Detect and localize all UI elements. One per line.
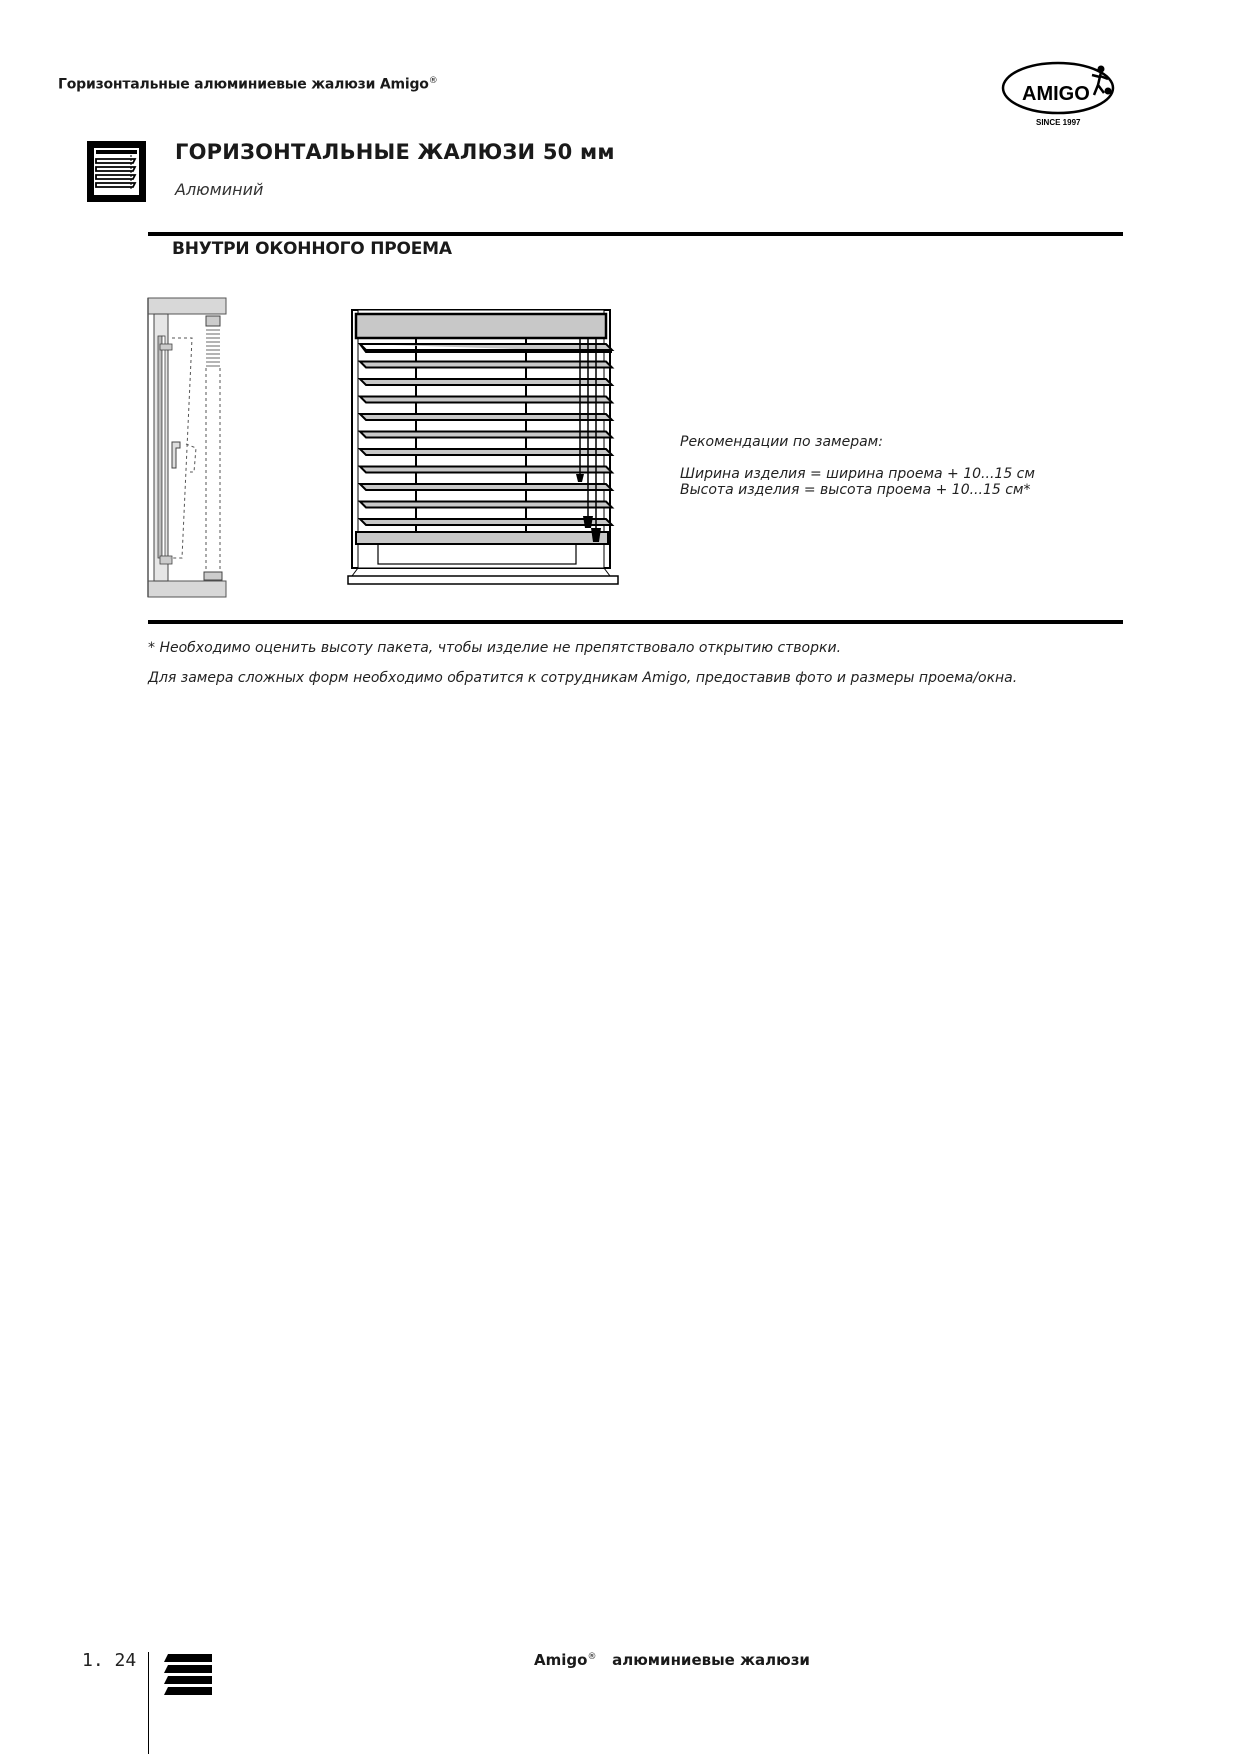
section-heading: ВНУТРИ ОКОННОГО ПРОЕМА — [172, 239, 452, 259]
blind-slat — [360, 362, 612, 368]
blind-slat — [360, 397, 612, 403]
recommendations-heading: Рекомендации по замерам: — [680, 434, 883, 450]
blind-slat — [360, 467, 612, 473]
side-section-diagram — [146, 296, 228, 599]
blind-slat — [360, 414, 612, 420]
page-number: 1. 24 — [82, 1650, 137, 1671]
running-header — [58, 76, 438, 93]
blind-slat — [360, 379, 612, 385]
recommendation-height: Высота изделия = высота проема + 10...15 см* — [680, 482, 1031, 498]
section-divider-top — [148, 232, 1123, 236]
blind-slat — [360, 519, 612, 525]
footer-brand-line — [534, 1651, 810, 1669]
note-complex-shapes: Для замера сложных форм необходимо обратится к сотрудникам Amigo, предоставив фото и размеры проема/окна. — [148, 670, 1018, 686]
footer-registered-mark: ® — [587, 1652, 597, 1662]
footer-brand: Amigo — [534, 1651, 588, 1669]
blinds-stack-icon — [162, 1652, 214, 1702]
footer-divider — [148, 1652, 149, 1754]
footer-text: алюминиевые жалюзи — [612, 1651, 810, 1669]
section-divider-bottom — [148, 620, 1123, 624]
blind-slat — [360, 432, 612, 438]
product-title: ГОРИЗОНТАЛЬНЫЕ ЖАЛЮЗИ 50 мм — [175, 140, 615, 164]
running-header-text: Горизонтальные алюминиевые жалюзи Amigo — [58, 76, 429, 93]
blinds-front-diagram — [344, 306, 620, 592]
product-subtitle: Алюминий — [175, 180, 264, 199]
recommendation-width: Ширина изделия = ширина проема + 10...15 см — [680, 466, 1035, 482]
logo-since-text: SINCE 1997 — [1036, 118, 1081, 127]
blind-slat — [360, 502, 612, 508]
blind-slat — [360, 449, 612, 455]
amigo-logo — [1000, 55, 1130, 135]
logo-brand-text: AMIGO — [1022, 83, 1090, 105]
registered-mark: ® — [428, 76, 438, 86]
blind-slat — [360, 484, 612, 490]
horizontal-blinds-icon — [87, 141, 146, 202]
note-package-height: * Необходимо оценить высоту пакета, чтобы изделие не препятствовало открытию створки. — [148, 640, 842, 656]
